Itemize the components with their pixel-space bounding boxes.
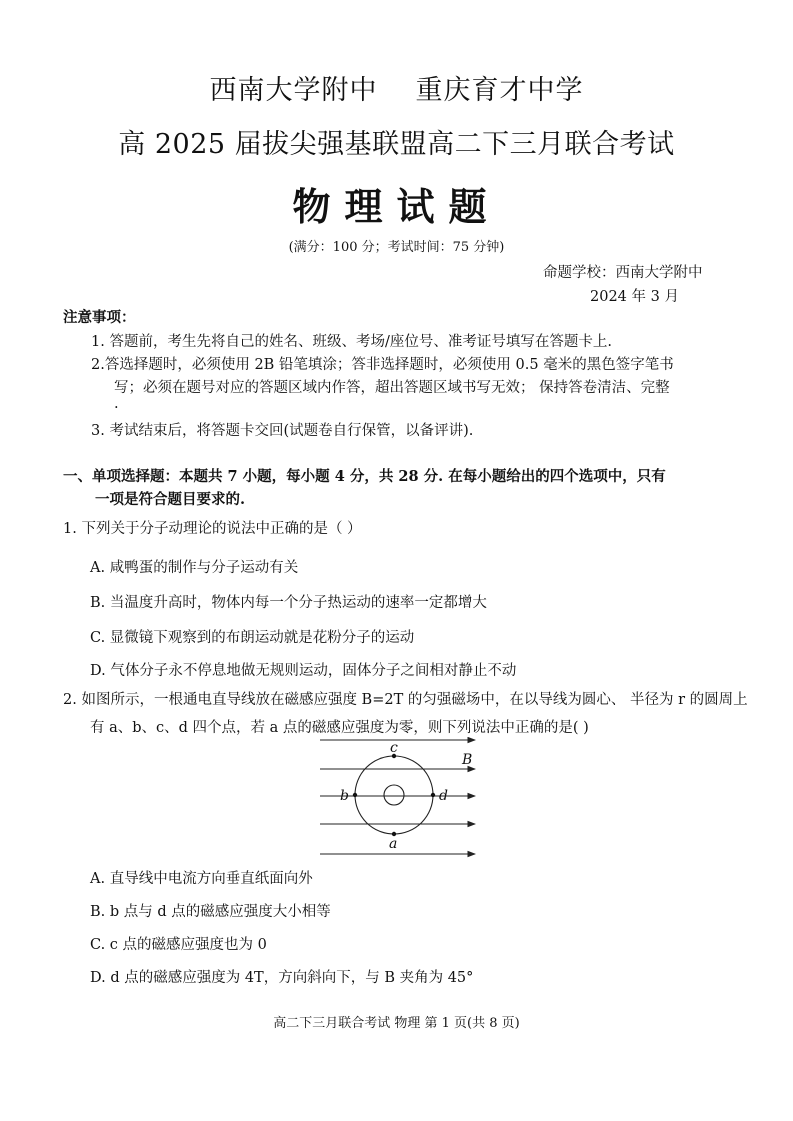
exam-date: 2024 年 3 月 [590, 289, 679, 305]
label-d: d [439, 788, 448, 804]
notice-item-2-cont: 写；必须在题号对应的答题区域内作答，超出答题区域书写无效； 保持答卷清洁、完整 [114, 380, 670, 396]
q2-stem-cont: 有 a、b、c、d 四个点，若 a 点的磁感应强度为零，则下列说法中正确的是( ) [90, 720, 589, 736]
label-c: c [390, 740, 398, 756]
notice-item-3: 3. 考试结束后，将答题卡交回(试题卷自行保管，以备评讲). [91, 423, 474, 439]
school-name-2: 重庆育才中学 [415, 75, 584, 106]
point-circle [355, 756, 433, 834]
q1-option-c: C. 显微镜下观察到的布朗运动就是花粉分子的运动 [90, 630, 415, 646]
q1-option-b: B. 当温度升高时，物体内每一个分子热运动的速率一定都增大 [90, 595, 487, 611]
q1-option-d: D. 气体分子永不停息地做无规则运动，固体分子之间相对静止不动 [90, 663, 517, 679]
label-b: b [340, 788, 349, 804]
q2-stem: 2. 如图所示，一根通电直导线放在磁感应强度 B=2T 的匀强磁场中，在以导线为圆心、 半径为 r 的圆周上 [63, 692, 748, 708]
page-footer: 高二下三月联合考试 物理 第 1 页(共 8 页) [273, 1016, 520, 1031]
point-b [353, 793, 357, 797]
section-heading-cont: 一项是符合题目要求的. [95, 491, 246, 508]
school-name-1: 西南大学附中 [209, 75, 378, 106]
q2-option-d: D. d 点的磁感应强度为 4T，方向斜向下，与 B 夹角为 45° [90, 970, 474, 986]
label-a: a [389, 836, 398, 852]
q2-option-c: C. c 点的磁感应强度也为 0 [90, 937, 267, 953]
school-names [0, 68, 793, 107]
notice-item-1: 1. 答题前，考生先将自己的姓名、班级、考场/座位号、准考证号填写在答题卡上. [91, 334, 612, 350]
exam-info: (满分：100 分；考试时间：75 分钟) [288, 240, 505, 255]
notice-title: 注意事项： [63, 309, 136, 326]
point-d [431, 793, 435, 797]
author-school: 命题学校：西南大学附中 [543, 265, 703, 281]
section-heading: 一、单项选择题：本题共 7 小题，每小题 4 分，共 28 分. 在每小题给出的四个选项中，只有 [63, 468, 666, 485]
exam-title: 高 2025 届拔尖强基联盟高二下三月联合考试 [118, 129, 675, 160]
wire-cross-section [384, 785, 404, 805]
notice-item-2-end: . [114, 396, 119, 412]
q2-option-b: B. b 点与 d 点的磁感应强度大小相等 [90, 904, 331, 920]
magnetic-field-figure [320, 737, 480, 862]
label-B: B [462, 752, 473, 768]
q1-stem: 1. 下列关于分子动理论的说法中正确的是（ ） [63, 521, 362, 537]
subject-title: 物理试题 [292, 184, 501, 229]
q2-option-a: A. 直导线中电流方向垂直纸面向外 [90, 871, 313, 887]
notice-item-2: 2.答选择题时，必须使用 2B 铅笔填涂；答非选择题时，必须使用 0.5 毫米的黑色签字笔书 [91, 357, 674, 373]
q1-option-a: A. 咸鸭蛋的制作与分子运动有关 [90, 560, 299, 576]
